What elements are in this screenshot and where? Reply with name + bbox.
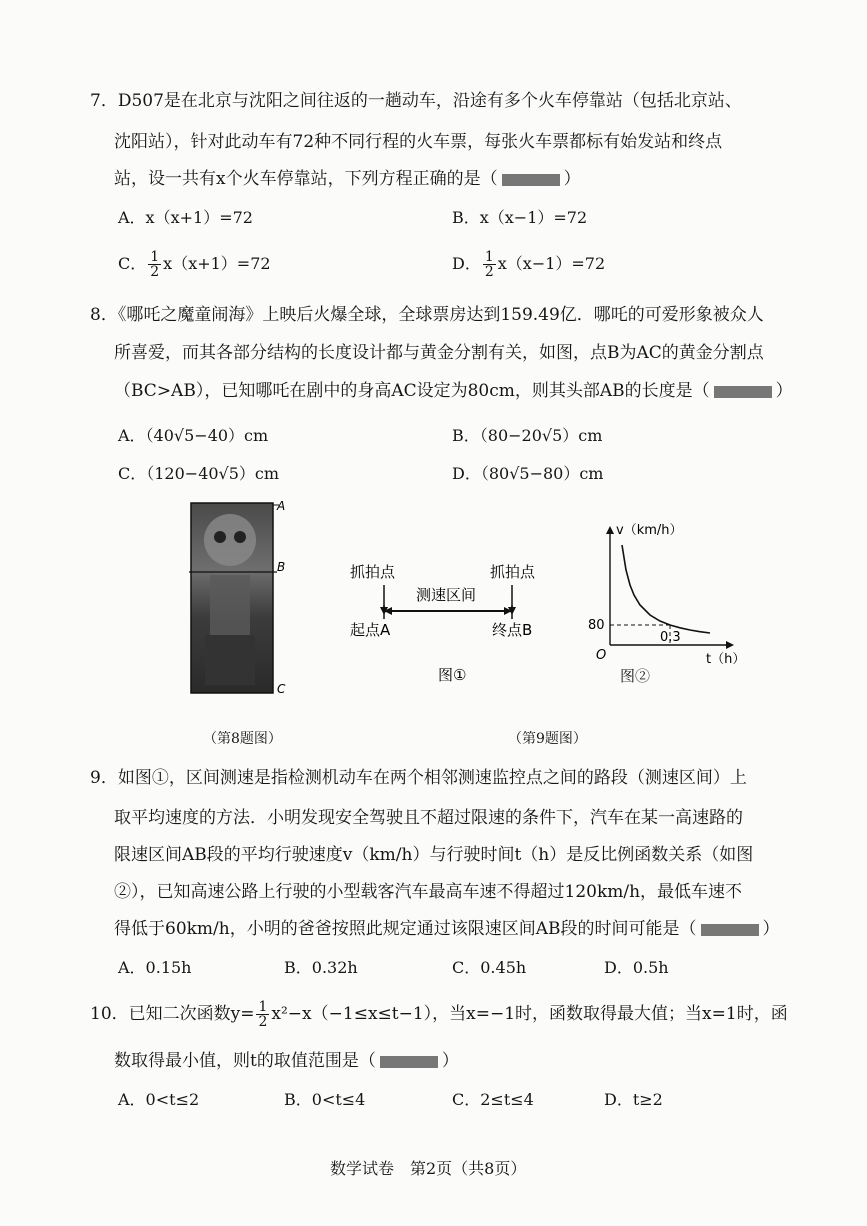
answer-blank bbox=[714, 386, 772, 398]
q9-line-4: ②），已知高速公路上行驶的小型载客汽车最高车速不得超过120km/h，最低车速不 bbox=[114, 882, 743, 902]
fraction-denominator: 2 bbox=[258, 1014, 268, 1030]
q10-line-2 bbox=[114, 1048, 459, 1074]
q9-line-5 bbox=[114, 916, 780, 942]
inverse-proportion-curve bbox=[622, 545, 710, 633]
fraction-numerator: 1 bbox=[150, 249, 160, 265]
fraction-half bbox=[256, 1000, 269, 1029]
figure-9-2-chart bbox=[580, 523, 746, 690]
q10-line-1 bbox=[90, 1000, 788, 1029]
figure-8 bbox=[185, 495, 295, 700]
q9-line-1: 9．如图①，区间测速是指检测机动车在两个相邻测速监控点之间的路段（测速区间）上 bbox=[90, 768, 747, 788]
q7-line-3-end: ） bbox=[563, 169, 581, 189]
character-legs bbox=[205, 635, 255, 685]
q7-line-2: 沈阳站），针对此动车有72种不同行程的火车票，每张火车票都标有始发站和终点 bbox=[114, 132, 723, 152]
point-c-label: C bbox=[277, 682, 286, 696]
q9-line-3: 限速区间AB段的平均行驶速度v（km/h）与行驶时间t（h）是反比例函数关系（如图 bbox=[114, 845, 754, 865]
origin-label: O bbox=[596, 648, 607, 663]
q10-line-2-end: ） bbox=[441, 1051, 459, 1071]
character-body bbox=[210, 575, 250, 635]
q7-option-d-text: x（x−1）=72 bbox=[497, 254, 606, 273]
answer-blank bbox=[380, 1056, 438, 1068]
q10-line-1-pre: 10．已知二次函数y= bbox=[90, 1004, 255, 1024]
q10-option-a: A．0<t≤2 bbox=[118, 1090, 200, 1109]
q10-option-d: D．t≥2 bbox=[604, 1090, 663, 1109]
point-b-label: B bbox=[277, 560, 286, 574]
character-eye bbox=[214, 531, 226, 543]
q10-option-c: C．2≤t≤4 bbox=[452, 1090, 534, 1109]
interval-label: 测速区间 bbox=[416, 586, 477, 604]
point-a-label: A bbox=[277, 499, 286, 513]
q8-option-d: D．（80√5−80）cm bbox=[452, 464, 604, 483]
q8-line-3 bbox=[114, 378, 793, 404]
left-capture-label: 抓拍点 bbox=[350, 563, 396, 581]
q9-option-b: B．0.32h bbox=[284, 958, 358, 977]
q7-option-a: A．x（x+1）=72 bbox=[118, 208, 253, 227]
x-tick-label: 0.3 bbox=[660, 630, 681, 645]
q7-line-1: 7．D507是在北京与沈阳之间往返的一趟动车，沿途有多个火车停靠站（包括北京站、 bbox=[90, 91, 742, 111]
answer-blank bbox=[701, 924, 759, 936]
q7-option-b: B．x（x−1）=72 bbox=[452, 208, 588, 227]
page-footer: 数学试卷 第2页（共8页） bbox=[330, 1159, 527, 1178]
x-axis-arrow bbox=[726, 641, 734, 649]
q7-option-c-label: C． bbox=[118, 254, 147, 273]
figure-9-1-label: 图① bbox=[438, 666, 467, 684]
character-eye bbox=[234, 531, 246, 543]
x-axis-label: t（h） bbox=[706, 652, 746, 667]
character-head bbox=[204, 514, 256, 566]
q9-option-d: D．0.5h bbox=[604, 958, 669, 977]
q7-line-3 bbox=[114, 166, 581, 192]
figure-8-caption: （第8题图） bbox=[203, 731, 282, 747]
q8-line-2: 所喜爱，而其各部分结构的长度设计都与黄金分割有关，如图，点B为AC的黄金分割点 bbox=[114, 343, 764, 363]
answer-blank bbox=[502, 174, 560, 186]
figure-9-2-label: 图② bbox=[620, 667, 651, 685]
q7-line-3-text: 站，设一共有x个火车停靠站，下列方程正确的是（ bbox=[114, 169, 498, 189]
q9-line-2: 取平均速度的方法．小明发现安全驾驶且不超过限速的条件下，汽车在某一高速路的 bbox=[114, 808, 743, 828]
q9-line-5-text: 得低于60km/h，小明的爸爸按照此规定通过该限速区间AB段的时间可能是（ bbox=[114, 919, 697, 939]
q7-option-d-label: D． bbox=[452, 254, 481, 273]
q8-line-3-end: ） bbox=[775, 381, 793, 401]
fraction-half bbox=[148, 250, 161, 279]
fraction-half bbox=[483, 250, 496, 279]
q8-option-c: C．（120−40√5）cm bbox=[118, 464, 280, 483]
y-axis-arrow bbox=[606, 526, 614, 534]
right-capture-label: 抓拍点 bbox=[490, 563, 536, 581]
q10-line-1-post: x²−x（−1≤x≤t−1），当x=−1时，函数取得最大值；当x=1时，函 bbox=[271, 1004, 788, 1024]
fraction-numerator: 1 bbox=[484, 249, 494, 265]
q9-line-5-end: ） bbox=[762, 919, 780, 939]
q9-option-a: A．0.15h bbox=[118, 958, 192, 977]
figure-9-caption: （第9题图） bbox=[508, 731, 587, 747]
q8-option-a: A．（40√5−40）cm bbox=[118, 426, 269, 445]
figure-9-1 bbox=[340, 555, 560, 695]
q7-option-c bbox=[118, 250, 271, 279]
q8-line-1: 8．《哪吒之魔童闹海》上映后火爆全球，全球票房达到159.49亿．哪吒的可爱形象被众人 bbox=[90, 305, 764, 325]
q8-option-b: B．（80−20√5）cm bbox=[452, 426, 603, 445]
end-label: 终点B bbox=[492, 621, 533, 639]
q10-line-2-text: 数取得最小值，则t的取值范围是（ bbox=[114, 1051, 376, 1071]
fraction-numerator: 1 bbox=[258, 999, 268, 1015]
q8-line-3-text: （BC>AB），已知哪吒在剧中的身高AC设定为80cm，则其头部AB的长度是（ bbox=[114, 381, 710, 401]
q10-option-b: B．0<t≤4 bbox=[284, 1090, 366, 1109]
start-label: 起点A bbox=[350, 621, 391, 639]
fraction-denominator: 2 bbox=[484, 264, 494, 280]
q7-option-c-text: x（x+1）=72 bbox=[163, 254, 271, 273]
y-tick-label: 80 bbox=[588, 618, 605, 633]
q7-option-d bbox=[452, 250, 605, 279]
q9-option-c: C．0.45h bbox=[452, 958, 527, 977]
y-axis-label: v（km/h） bbox=[616, 523, 683, 538]
fraction-denominator: 2 bbox=[150, 264, 160, 280]
